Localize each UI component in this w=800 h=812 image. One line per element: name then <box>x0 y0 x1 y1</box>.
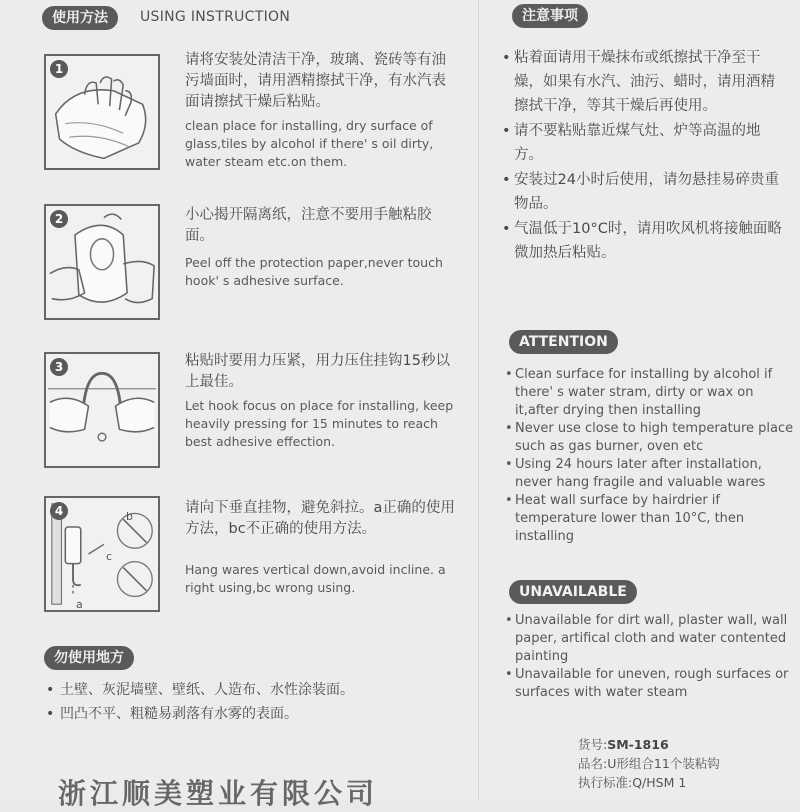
using-instruction-subtitle: USING INSTRUCTION <box>140 9 291 25</box>
step-3-text-cn: 粘贴时要用力压紧，用力压住挂钩15秒以上最佳。 <box>185 353 450 390</box>
list-item: • Unavailable for uneven, rough surfaces or surfaces with water steam <box>505 667 789 700</box>
label-a: a <box>76 598 83 611</box>
step-1-text-cn: 请将安装处清洁干净，玻璃、瓷砖等有油污墙面时，请用酒精擦拭干净，有水汽表面请擦拭干燥后粘贴。 <box>185 52 446 110</box>
forbidden-places-list <box>46 678 466 726</box>
step-number: 4 <box>50 502 68 520</box>
step-4-illustration <box>44 496 160 612</box>
list-item: • Heat wall surface by hairdrier if temperature lower than 10°C, then installing <box>505 493 745 544</box>
step-number: 2 <box>50 210 68 228</box>
attention-list <box>505 366 795 546</box>
notice-pill: 注意事项 <box>512 4 588 28</box>
step-3-text-en: Let hook focus on place for installing, keep heavily pressing for 15 minutes to reach best adhesive effection. <box>185 398 454 449</box>
step-4-text-en: Hang wares vertical down,avoid incline. a right using,bc wrong using. <box>185 562 446 595</box>
step-number: 1 <box>50 60 68 78</box>
list-item: • Never use close to high temperature place such as gas burner, oven etc <box>505 421 794 454</box>
list-item: • Clean surface for installing by alcohol if there' s water stram, dirty or wax on it,after drying then installing <box>505 367 773 418</box>
list-item: • 安装过24小时后使用，请勿悬挂易碎贵重物品。 <box>502 172 779 212</box>
spec-name: 品名:U形组合11个装粘钩 <box>578 756 720 771</box>
list-item: • Unavailable for dirt wall, plaster wall, wall paper, artifical cloth and water contented painting <box>505 613 788 664</box>
step-1-illustration <box>44 54 160 170</box>
spec-standard: 执行标准:Q/HSM 1 <box>578 775 687 790</box>
label-b: b <box>126 510 133 523</box>
notice-list <box>502 46 788 266</box>
attention-pill: ATTENTION <box>509 330 618 354</box>
unavailable-pill: UNAVAILABLE <box>509 580 637 604</box>
unavailable-list <box>505 612 795 702</box>
forbidden-places-pill: 勿使用地方 <box>44 646 134 670</box>
step-2-text-cn: 小心揭开隔离纸，注意不要用手触粘胶面。 <box>185 207 432 244</box>
list-item: • 气温低于10°C时，请用吹风机将接触面略微加热后粘贴。 <box>502 221 782 261</box>
step-3-illustration <box>44 352 160 468</box>
step-2-text-en: Peel off the protection paper,never touch hook' s adhesive surface. <box>185 255 443 288</box>
step-number: 3 <box>50 358 68 376</box>
company-name: 浙江顺美塑业有限公司 <box>58 777 379 810</box>
step-2-illustration <box>44 204 160 320</box>
step-1-text-en: clean place for installing, dry surface of glass,tiles by alcohol if there' s oil dirty, water steam etc.on them. <box>185 118 434 169</box>
list-item: • 请不要粘贴靠近煤气灶、炉等高温的地方。 <box>502 123 761 163</box>
spec-item-no: 货号:SM-1816 <box>578 737 669 752</box>
list-item: • Using 24 hours later after installation, never hang fragile and valuable wares <box>505 457 766 490</box>
step-4-text-cn: 请向下垂直挂物，避免斜拉。a正确的使用方法，bc不正确的使用方法。 <box>185 500 455 537</box>
list-item: • 土壁、灰泥墙壁、壁纸、人造布、水性涂装面。 <box>46 682 354 698</box>
list-item: • 粘着面请用干燥抹布或纸擦拭干净至干燥，如果有水汽、油污、蜡时，请用酒精擦拭干净，等其干燥后再使用。 <box>502 50 775 114</box>
using-instruction-pill: 使用方法 <box>42 6 118 30</box>
column-divider <box>478 0 479 800</box>
label-c: c <box>106 550 113 563</box>
list-item: • 凹凸不平、粗糙易剥落有水雾的表面。 <box>46 706 298 722</box>
